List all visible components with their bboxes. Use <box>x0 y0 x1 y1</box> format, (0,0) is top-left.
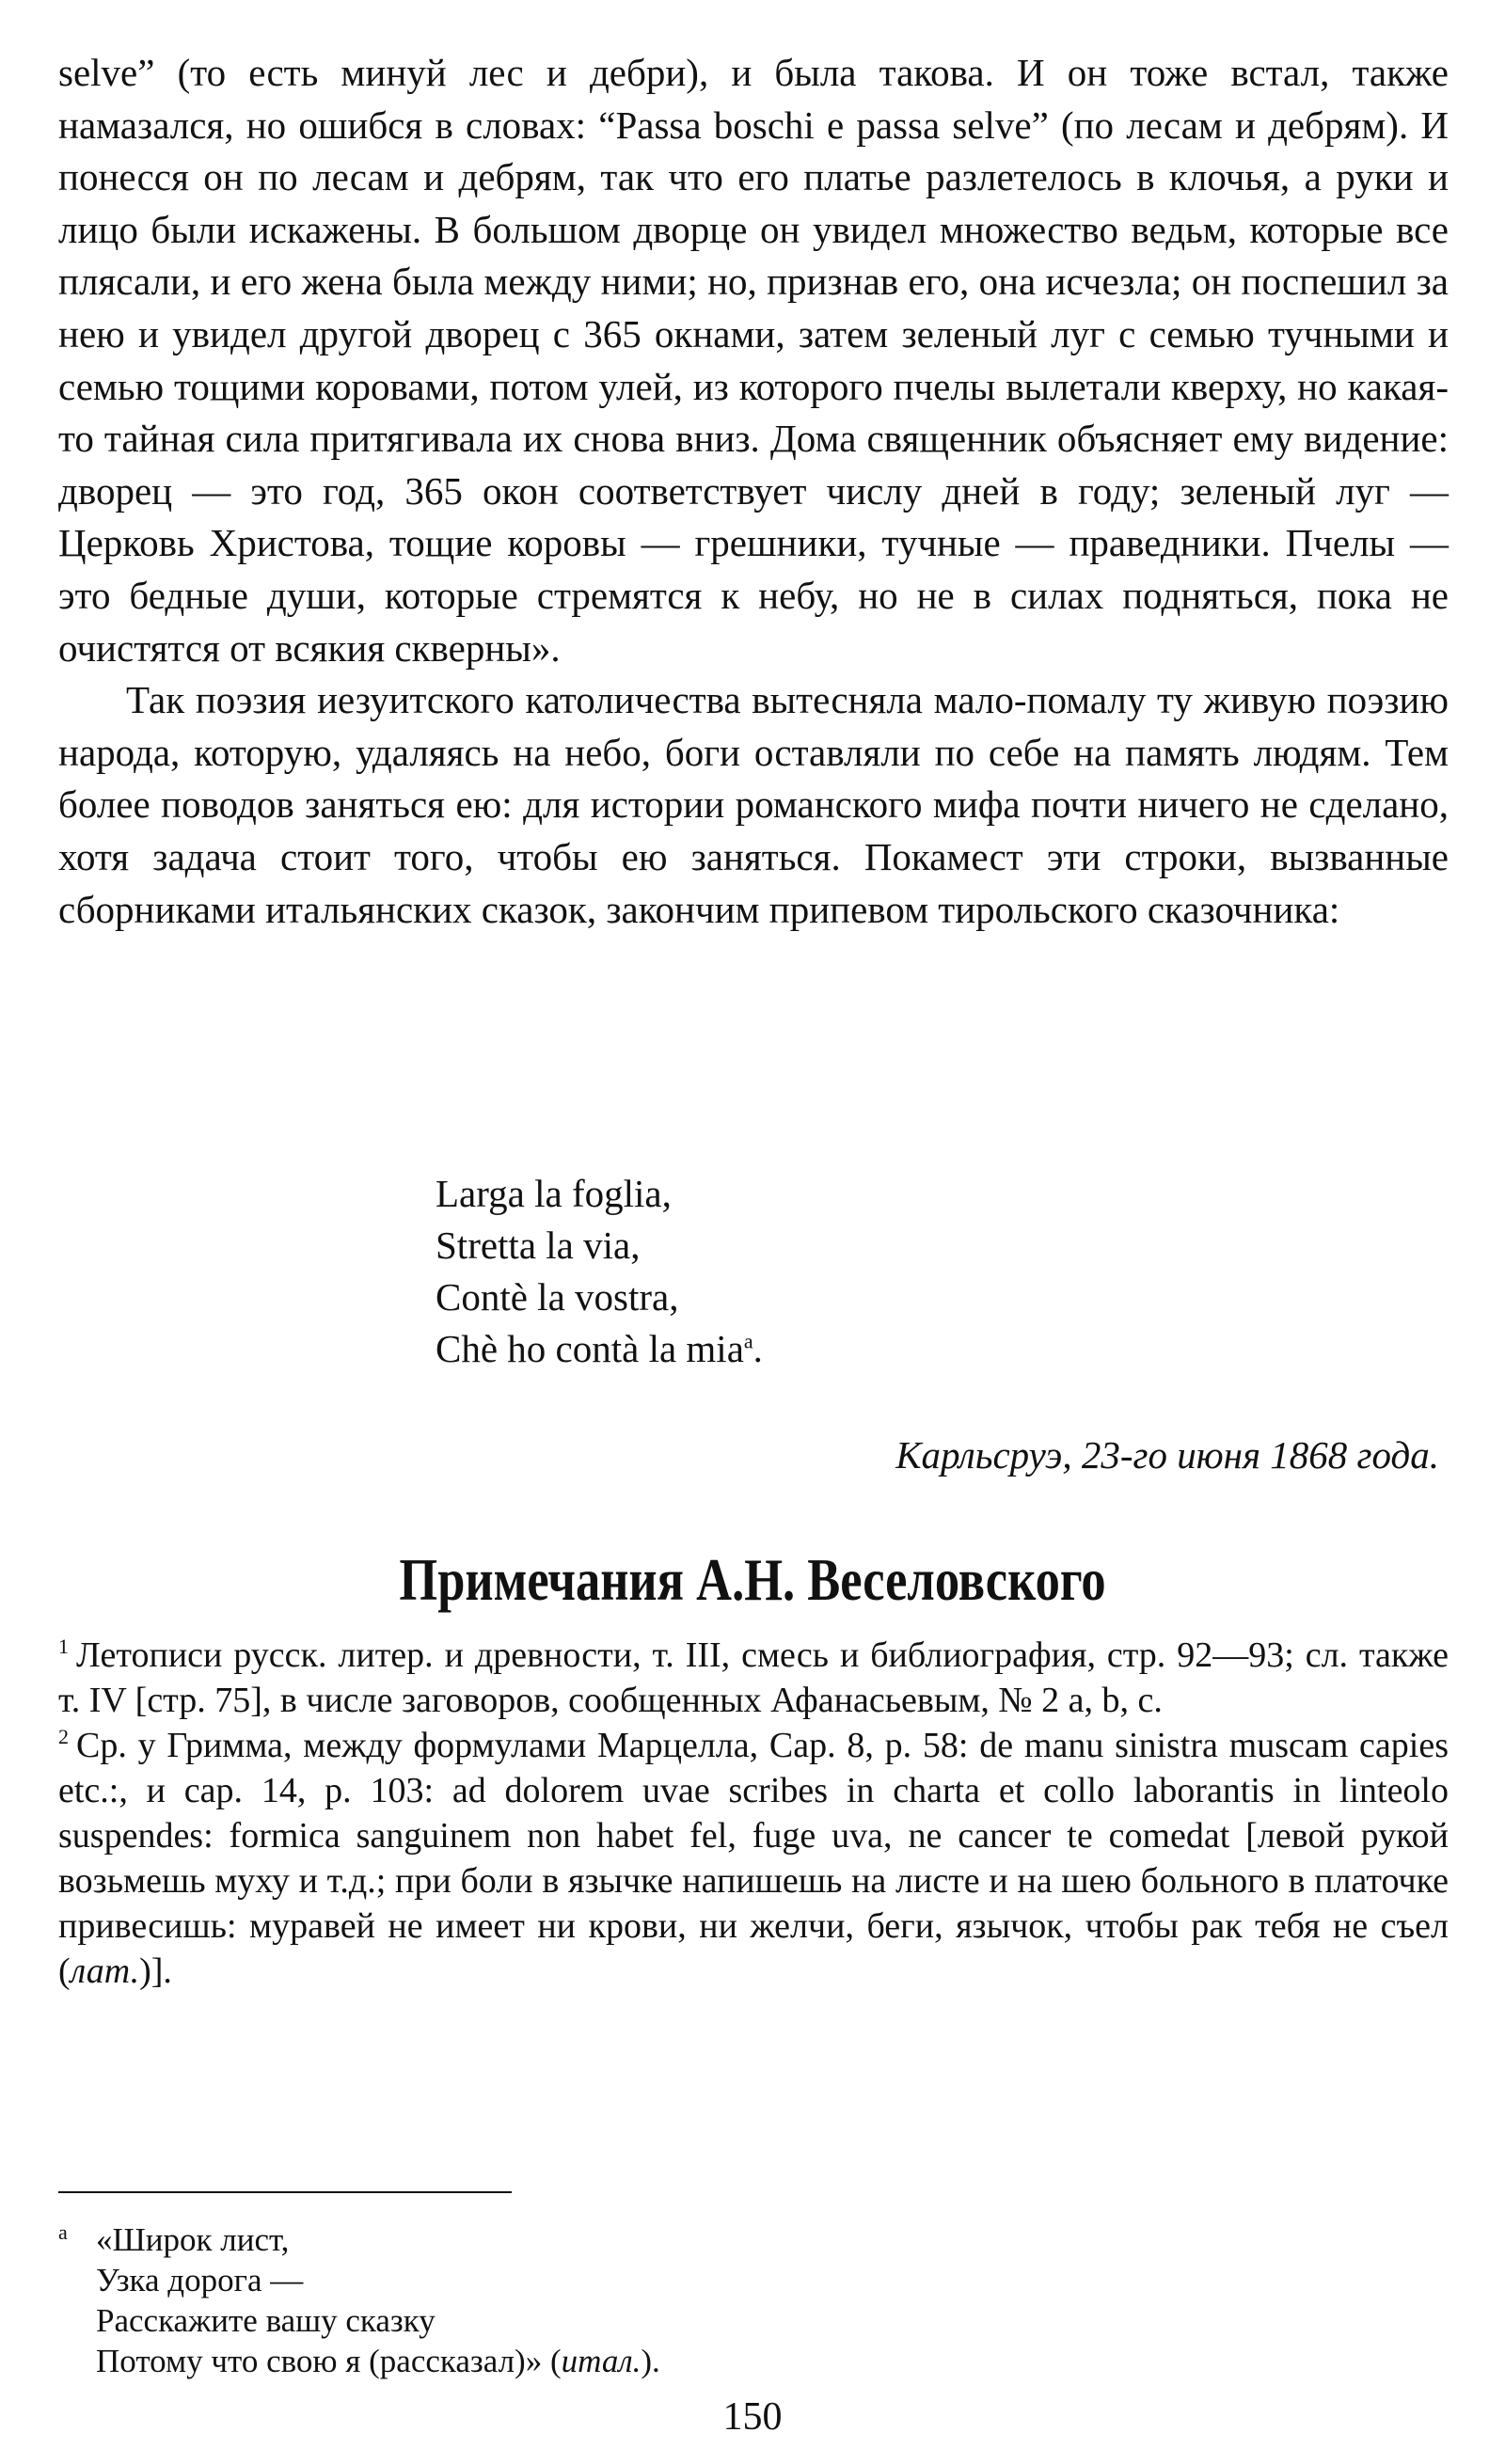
footnote-line-1: «Широк лист, <box>96 2221 290 2258</box>
main-text <box>58 47 1449 936</box>
note-item <box>58 1723 1449 1994</box>
note-text: Ср. у Гримма, между формулами Марцелла, Cap. 8, p. 58: de manu sinistra muscam capies etc.:, и cap. 14, p. 103: ad dolorem uvae scribes in charta et collo laborantis in linteolo suspendes: formica sanguinem non habet fel, fuge uva, ne cancer te comedat [левой рукой возьмешь муху и т.д.; при боли в язычке напишешь на листе и на шею больного в платочке привесишь: муравей не имеет ни крови, ни желчи, беги, язычок, чтобы рак тебя не съел ( <box>58 1726 1449 1991</box>
footnote-line-4 <box>58 2341 1187 2381</box>
body-paragraph-1: selve” (то есть минуй лес и дебри), и была такова. И он тоже встал, также намазался, но ошибся в словах: “Passa boschi e passa selve” (по лесам и дебрям). И понесся он по лесам и дебрям, так что его платье разлетелось в клочья, а руки и лицо были искажены. В большом дворце он увидел множество ведьм, которые все плясали, и его жена была между ними; но, признав его, она исчезла; он поспешил за нею и увидел другой дворец с 365 окнами, затем зеленый луг с семью тучными и семью тощими коровами, потом улей, из которого пчелы вылетали кверху, но какая-то тайная сила притягивала их снова вниз. Дома священник объясняет ему видение: дворец — это год, 365 окон соответствует числу дней в году; зеленый луг — Церковь Христова, тощие коровы — грешники, тучные — праведники. Пчелы — это бедные души, которые стремятся к небу, но не в силах подняться, пока не очистятся от всякия скверны». <box>58 51 1449 670</box>
notes-list <box>58 1633 1449 1994</box>
footnote-mark: a <box>58 2220 68 2244</box>
place-date-signature: Карльсруэ, 23-го июня 1868 года. <box>895 1433 1439 1477</box>
footnote <box>58 2219 1187 2381</box>
note-italic: лат. <box>70 1951 140 1991</box>
poem-line-2: Stretta la via, <box>436 1224 641 1267</box>
footnote-line-4-text: Потому что свою я (рассказал)» ( <box>96 2343 562 2379</box>
footnote-italic: итал. <box>561 2343 642 2379</box>
notes-heading: Примечания А.Н. Веселовского <box>399 1546 1106 1613</box>
poem-line-1: Larga la foglia, <box>436 1172 672 1215</box>
footnote-line-4-end: ). <box>641 2343 660 2379</box>
poem-line-4 <box>436 1323 763 1375</box>
poem-line-4-text: Chè ho contà la mia <box>436 1327 744 1370</box>
footnote-reference-mark: a <box>743 1329 753 1353</box>
poem-line-4-end: . <box>752 1327 763 1370</box>
note-text: Летописи русск. литер. и древности, т. III, смесь и библиография, стр. 92—93; сл. также т. IV [стр. 75], в числе заговоров, сообщенных Афанасьевым, № 2 а, b, с. <box>58 1635 1449 1720</box>
poem-line-3: Contè la vostra, <box>436 1275 679 1319</box>
footnote-line-3: Расскажите вашу сказку <box>96 2302 436 2339</box>
note-text-end: )]. <box>139 1951 172 1991</box>
note-number: 2 <box>58 1725 69 1749</box>
footnote-line-2: Узка дорога — <box>96 2262 304 2298</box>
poem-quote <box>436 1168 763 1375</box>
note-number: 1 <box>58 1635 69 1659</box>
body-paragraph-2: Так поэзия иезуитского католичества вытесняла мало-помалу ту живую поэзию народа, которую, удаляясь на небо, боги оставляли по себе на память людям. Тем более поводов заняться ею: для истории романского мифа почти ничего не сделано, хотя задача стоит того, чтобы ею заняться. Покамест эти строки, вызванные сборниками итальянских сказок, закончим припевом тирольского сказочника: <box>58 678 1449 931</box>
page-number: 150 <box>722 2395 783 2439</box>
note-item <box>58 1633 1449 1723</box>
footnote-divider <box>58 2191 512 2193</box>
